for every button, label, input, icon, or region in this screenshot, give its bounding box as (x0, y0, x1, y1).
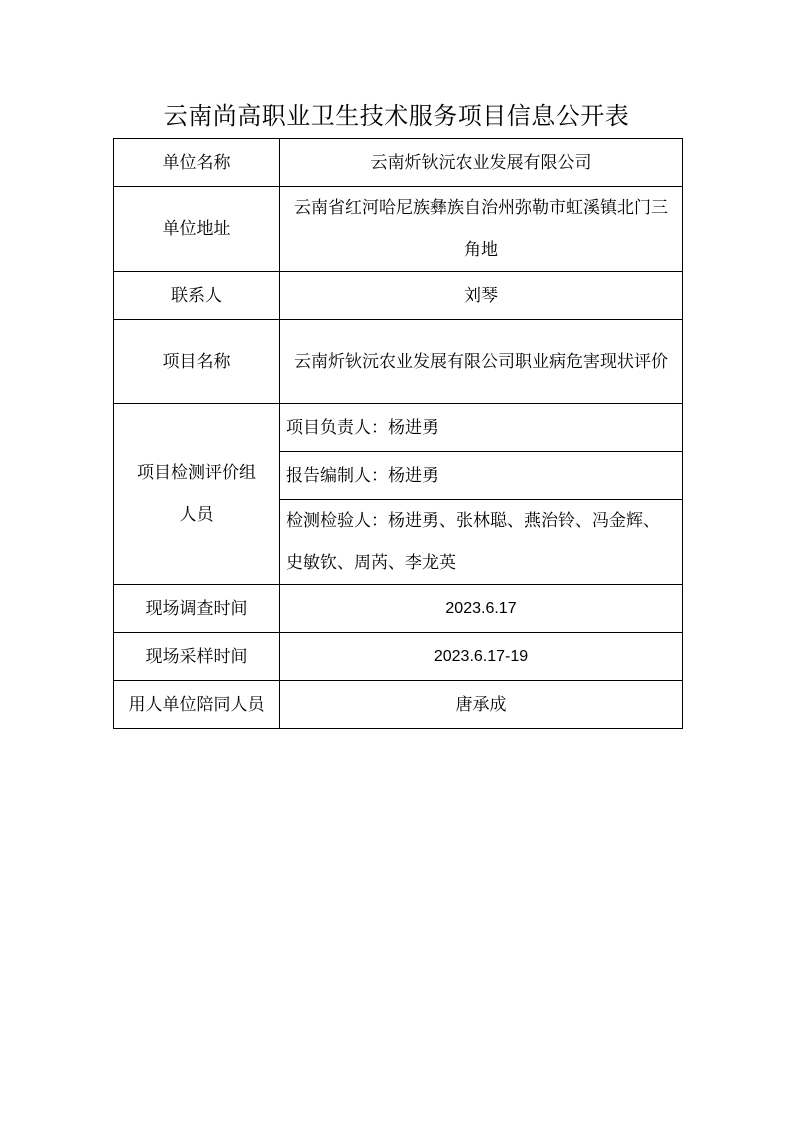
accompany-value: 唐承成 (280, 681, 683, 729)
survey-time-label: 现场调查时间 (114, 585, 280, 633)
table-row-team-leader (114, 404, 683, 452)
table-row-unit-name (114, 139, 683, 187)
report-author-value: 报告编制人：杨进勇 (280, 452, 683, 500)
table-row-survey-time (114, 585, 683, 633)
accompany-label: 用人单位陪同人员 (114, 681, 280, 729)
table-row-accompany (114, 681, 683, 729)
table-row-sampling-time (114, 633, 683, 681)
inspectors-value: 检测检验人：杨进勇、张林聪、燕治铃、冯金辉、史敏钦、周芮、李龙英 (280, 500, 683, 585)
unit-address-label: 单位地址 (114, 187, 280, 272)
contact-value: 刘琴 (280, 272, 683, 320)
sampling-time-label: 现场采样时间 (114, 633, 280, 681)
unit-name-value: 云南炘钬沅农业发展有限公司 (280, 139, 683, 187)
table-row-unit-address (114, 187, 683, 272)
project-name-label: 项目名称 (114, 320, 280, 404)
document-title: 云南尚高职业卫生技术服务项目信息公开表 (163, 102, 630, 130)
team-label-text: 项目检测评价组人员 (137, 463, 256, 525)
survey-time-value: 2023.6.17 (280, 585, 683, 633)
sampling-time-value: 2023.6.17-19 (280, 633, 683, 681)
contact-label: 联系人 (114, 272, 280, 320)
team-label (114, 404, 280, 585)
table-row-project-name (114, 320, 683, 404)
unit-name-label: 单位名称 (114, 139, 280, 187)
team-leader-value: 项目负责人：杨进勇 (280, 404, 683, 452)
project-name-value: 云南炘钬沅农业发展有限公司职业病危害现状评价 (280, 320, 683, 404)
project-info-table (113, 138, 683, 729)
table-row-contact (114, 272, 683, 320)
unit-address-value: 云南省红河哈尼族彝族自治州弥勒市虹溪镇北门三角地 (280, 187, 683, 272)
